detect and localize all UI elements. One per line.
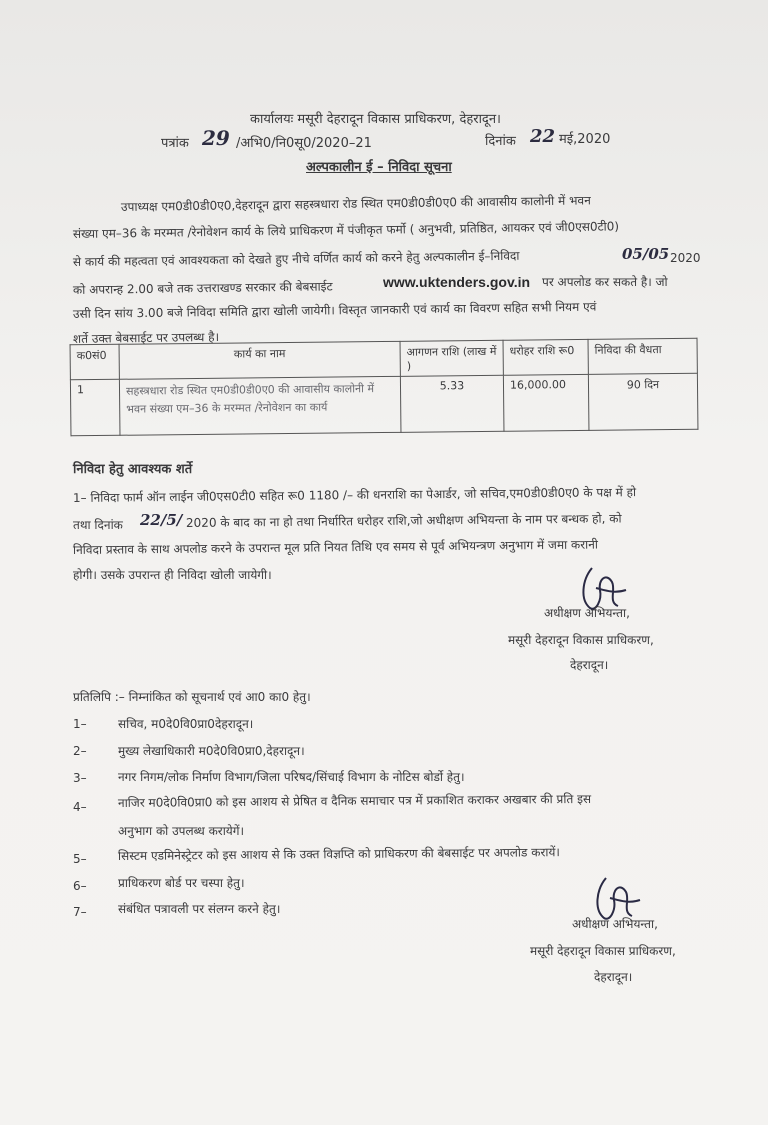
table-row (70, 373, 698, 436)
date-label: दिनांक (485, 134, 516, 149)
copy-item-number: 3– (73, 771, 87, 785)
tender-table (70, 338, 699, 437)
signature-1-designation: अधीक्षण अभियन्ता, (544, 606, 630, 620)
body-line-1: उपाध्यक्ष एम0डी0डी0ए0,देहरादून द्वारा सहस्त्रधारा रोड स्थित एम0डी0डी0ए0 की आवासीय कालोनी में भवन (120, 193, 591, 214)
website-link[interactable]: www.uktenders.gov.in (383, 274, 531, 290)
conditions-line-2a: तथा दिनांक (73, 518, 123, 532)
copy-item-text: नाजिर म0दे0वि0प्रा0 को इस आशय से प्रेषित व दैनिक समाचार पत्र में प्रकाशित कराकर अखबार की प्रति इस (117, 791, 592, 810)
letter-number-handwritten: 29 (202, 126, 230, 150)
signature-2-org: मसूरी देहरादून विकास प्राधिकरण, (530, 944, 676, 958)
signature-1-org: मसूरी देहरादून विकास प्राधिकरण, (508, 633, 654, 647)
copy-item-text: सिस्टम एडमिनेस्ट्रेटर को इस आशय से कि उक्त विज्ञप्ति को प्राधिकरण की बेबसाईट पर अपलोड करायें। (117, 845, 561, 863)
cell-validity: 90 दिन (588, 373, 698, 430)
signature-1-city: देहरादून। (570, 658, 609, 672)
copy-item-text: सचिव, म0दे0वि0प्रा0देहरादून। (118, 717, 254, 731)
body-date-handwritten: 05/05 (622, 245, 670, 263)
conditions-line-1: 1– निविदा फार्म ऑन लाईन जी0एस0टी0 सहित रू0 1180 /– की धनराशि का पेआर्डर, जो सचिव,एम0डी0डी0ए0 के पक्ष में हो (72, 485, 637, 505)
letter-reference: /अभि0/नि0सू0/2020–21 (236, 136, 372, 151)
copy-title: प्रतिलिपि :– निम्नांकित को सूचनार्थ एवं आ0 का0 हेतु। (73, 690, 311, 704)
signature-2-city: देहरादून। (594, 970, 633, 984)
letter-number-label: पत्रांक (161, 136, 189, 151)
col-header-work: कार्य का नाम (119, 341, 400, 379)
col-header-validity: निविदा की वैधता (588, 338, 697, 374)
notice-title: अल्पकालीन ई – निविदा सूचना (306, 160, 452, 175)
body-line-5: उसी दिन सांय 3.00 बजे निविदा समिति द्वारा खोली जायेगी। विस्तृत जानकारी एवं कार्य का विवरण सहित सभी नियम एवं (72, 299, 597, 321)
cell-estimate: 5.33 (400, 375, 504, 432)
col-header-deposit: धरोहर राशि रू0 (503, 339, 588, 375)
copy-item-number: 2– (73, 744, 87, 758)
body-line-4: को अपरान्ह 2.00 बजे तक उत्तराखण्ड सरकार की बेबसाईट (72, 279, 333, 297)
col-header-estimate: आगणन राशि (लाख में ) (400, 340, 503, 376)
signature-2-designation: अधीक्षण अभियन्ता, (572, 917, 658, 931)
conditions-line-3: निविदा प्रस्ताव के साथ अपलोड करने के उपरान्त मूल प्रति नियत तिथि एव समय से पूर्व अभियन्त्रण अनुभाग में जमा करानी (72, 537, 599, 557)
conditions-date-handwritten: 22/5/ (140, 511, 183, 529)
body-date-year: 2020 (670, 251, 701, 265)
body-line-4b: पर अपलोड कर सकते है। जो (542, 275, 668, 289)
copy-item-number: 7– (73, 905, 87, 919)
copy-item-number: 6– (73, 879, 87, 893)
copy-item-text: नगर निगम/लोक निर्माण विभाग/जिला परिषद/सिंचाई विभाग के नोटिस बोर्डो हेतु। (118, 770, 465, 784)
copy-item-text-continued: अनुभाग को उपलब्ध करायेगें। (118, 824, 245, 838)
body-line-2: संख्या एम–36 के मरम्मत /रेनोवेशन कार्य के लिये प्राधिकरण में पंजीकृत फर्मो ( अनुभवी, प्रतिष्ठित, आयकर एवं जी0एस0टी0) (72, 219, 620, 241)
copy-item-text: संबंधित पत्रावली पर संलग्न करने हेतु। (118, 902, 281, 916)
cell-deposit: 16,000.00 (503, 374, 589, 431)
body-line-6: शर्ते उक्त बेबसाईट पर उपलब्ध है। (72, 329, 220, 346)
body-line-3: से कार्य की महत्वता एवं आवश्यकता को देखते हुए नीचे वर्णित कार्य को करने हेतु अल्पकालीन ई–निविदा (72, 248, 520, 269)
copy-item-number: 5– (73, 852, 87, 866)
copy-item-text: प्राधिकरण बोर्ड पर चस्पा हेतु। (118, 876, 245, 890)
col-header-sno: क0सं0 (70, 344, 119, 380)
conditions-line-4: होगी। उसके उपरान्त ही निविदा खोली जायेगी। (73, 568, 272, 582)
office-heading: कार्यालयः मसूरी देहरादून विकास प्राधिकरण, देहरादून। (250, 112, 501, 127)
conditions-title: निविदा हेतु आवश्यक शर्ते (73, 462, 193, 477)
copy-item-number: 4– (73, 800, 87, 814)
date-month-year: मई,2020 (559, 132, 611, 147)
conditions-line-2b: 2020 के बाद का ना हो तथा निर्धारित धरोहर राशि,जो अधीक्षण अभियन्ता के नाम पर बन्धक हो, को (185, 511, 622, 530)
date-handwritten: 22 (530, 126, 556, 147)
cell-work: सहस्त्रधारा रोड स्थित एम0डी0डी0ए0 की आवासीय कालोनी में भवन संख्या एम–36 के मरम्मत /रेनोवेशन का कार्य (119, 376, 401, 435)
cell-sno: 1 (70, 379, 120, 436)
copy-item-number: 1– (73, 717, 87, 731)
copy-item-text: मुख्य लेखाधिकारी म0दे0वि0प्रा0,देहरादून। (118, 744, 305, 758)
